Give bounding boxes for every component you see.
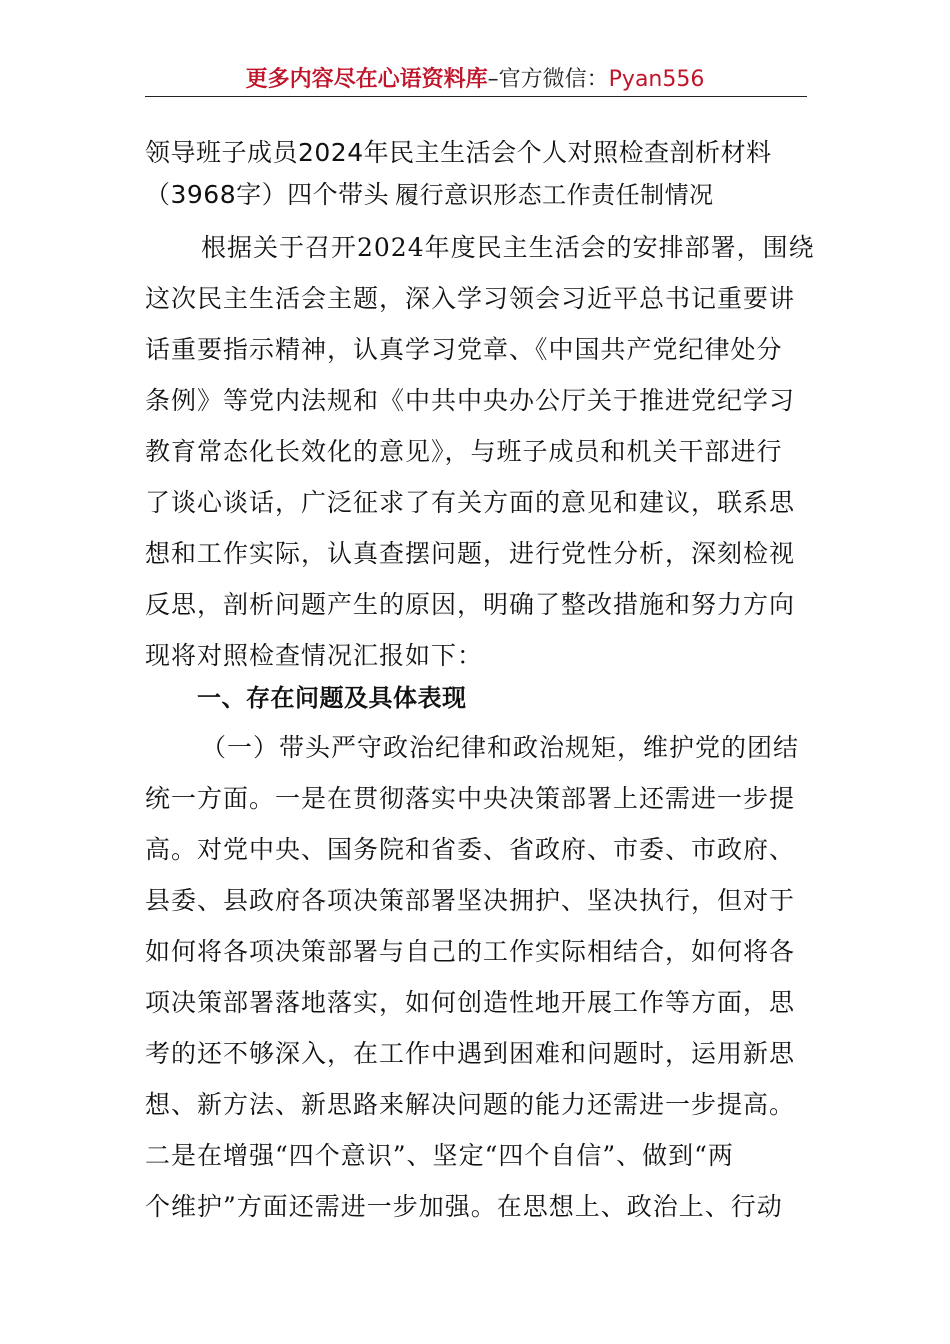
title-line-2 <box>145 174 815 216</box>
document-title <box>145 132 815 216</box>
intro-line: 话重要指示精神，认真学习党章、《中国共产党纪律处分 <box>145 335 783 364</box>
paragraph-line: 个维护”方面还需进一步加强。在思想上、政治上、行动 <box>145 1192 783 1221</box>
header-wechat-label: 官方微信： <box>498 67 609 92</box>
title-line-1: 领导班子成员2024年民主生活会个人对照检查剖析材料 <box>145 138 772 167</box>
paragraph-line: 考的还不够深入，在工作中遇到困难和问题时，运用新思 <box>145 1039 796 1068</box>
paragraph-line: 高。对党中央、国务院和省委、省政府、市委、市政府、 <box>145 835 796 864</box>
intro-paragraph <box>145 222 813 681</box>
intro-line: 反思，剖析问题产生的原因，明确了整改措施和努力方向 <box>145 590 796 619</box>
intro-line: 根据关于召开2024年度民主生活会的安排部署，围绕 <box>201 233 815 262</box>
section-heading: 一、存在问题及具体表现 <box>197 684 467 712</box>
intro-line: 教育常态化长效化的意见》，与班子成员和机关干部进行 <box>145 437 783 466</box>
header-brand: 更多内容尽在心语资料库 <box>245 67 488 92</box>
header-divider <box>145 96 807 97</box>
intro-line: 想和工作实际，认真查摆问题，进行党性分析，深刻检视 <box>145 539 796 568</box>
paragraph-line: 如何将各项决策部署与自己的工作实际相结合，如何将各 <box>145 937 796 966</box>
paragraph-line: 统一方面。一是在贯彻落实中央决策部署上还需进一步提 <box>145 784 796 813</box>
header-wechat-id: Pyan556 <box>608 67 705 92</box>
paragraph-line: 二是在增强“四个意识”、坚定“四个自信”、做到“两 <box>145 1141 734 1170</box>
intro-line: 条例》等党内法规和《中共中央办公厅关于推进党纪学习 <box>145 386 796 415</box>
page-header <box>145 62 805 98</box>
header-separator: – <box>487 67 499 92</box>
intro-line: 现将对照检查情况汇报如下： <box>145 641 484 670</box>
paragraph-line: （一）带头严守政治纪律和政治规矩，维护党的团结 <box>201 733 800 762</box>
intro-line: 这次民主生活会主题，深入学习领会习近平总书记重要讲 <box>145 284 796 313</box>
intro-line: 了谈心谈话，广泛征求了有关方面的意见和建议，联系思 <box>145 488 796 517</box>
paragraph-line: 项决策部署落地落实，如何创造性地开展工作等方面，思 <box>145 988 796 1017</box>
problem-paragraph <box>145 722 813 1232</box>
title-line-2-sub: 履行意识形态工作责任制情况 <box>395 181 714 209</box>
paragraph-line: 县委、县政府各项决策部署坚决拥护、坚决执行，但对于 <box>145 886 796 915</box>
paragraph-line: 想、新方法、新思路来解决问题的能力还需进一步提高。 <box>145 1090 796 1119</box>
title-line-2-main: （3968字）四个带头 <box>145 180 390 209</box>
